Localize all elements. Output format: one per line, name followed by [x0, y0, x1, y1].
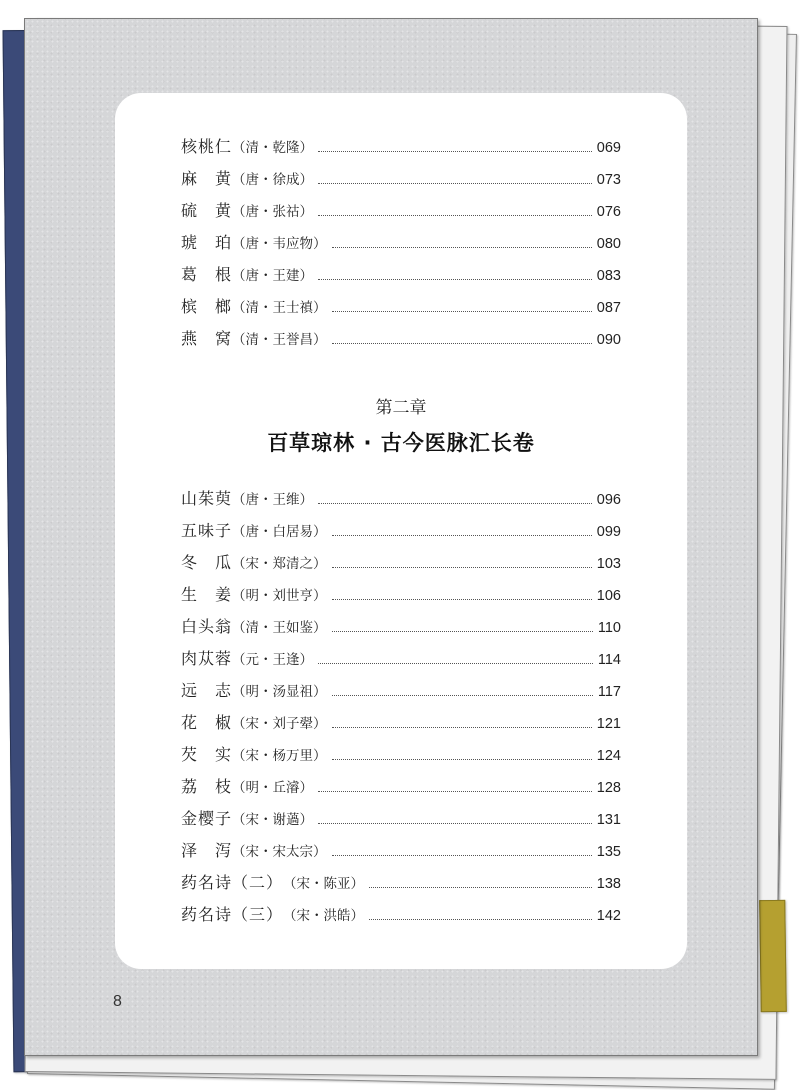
entry-page-number: 103 — [596, 556, 621, 572]
entry-author: （宋・刘子翚） — [232, 716, 327, 732]
dot-leader — [332, 694, 593, 696]
entry-author: （明・汤显祖） — [232, 684, 327, 700]
entry-author: （清・乾隆） — [232, 140, 314, 156]
entry-page-number: 142 — [596, 908, 621, 924]
toc-entry[interactable] — [181, 835, 621, 867]
toc-entry[interactable] — [181, 515, 621, 547]
entry-title: 麻 黄 — [181, 169, 233, 188]
dot-leader — [332, 630, 593, 632]
entry-page-number: 083 — [596, 268, 621, 284]
entry-author: （唐・王维） — [232, 492, 314, 508]
dot-leader — [369, 918, 592, 920]
entry-author: （宋・洪皓） — [283, 908, 365, 924]
entry-author: （宋・陈亚） — [283, 876, 365, 892]
toc-entry[interactable] — [181, 771, 621, 803]
toc-entry[interactable] — [181, 739, 621, 771]
dot-leader — [332, 566, 592, 568]
toc-entry[interactable] — [181, 483, 621, 515]
dot-leader — [332, 598, 592, 600]
entry-title: 远 志 — [181, 681, 233, 700]
dot-leader — [318, 790, 592, 792]
toc-entry[interactable] — [181, 323, 621, 355]
toc-entry[interactable] — [181, 227, 621, 259]
entry-page-number: 076 — [596, 204, 621, 220]
entry-page-number: 124 — [596, 748, 621, 764]
dot-leader — [369, 886, 592, 888]
toc-entry[interactable] — [181, 579, 621, 611]
dot-leader — [318, 662, 593, 664]
entry-author: （宋・宋太宗） — [232, 844, 327, 860]
book-page — [24, 18, 758, 1056]
entry-page-number: 131 — [596, 812, 621, 828]
toc-card — [115, 93, 687, 969]
entry-author: （元・王逢） — [232, 652, 314, 668]
entry-page-number: 090 — [596, 332, 621, 348]
entry-author: （明・丘濬） — [232, 780, 314, 796]
entry-page-number: 121 — [596, 716, 621, 732]
dot-leader — [318, 822, 592, 824]
dot-leader — [332, 310, 592, 312]
dot-leader — [332, 534, 592, 536]
toc-entry[interactable] — [181, 611, 621, 643]
toc-entry[interactable] — [181, 131, 621, 163]
entry-title: 五味子 — [181, 521, 233, 540]
dot-leader — [332, 342, 592, 344]
dot-leader — [318, 150, 592, 152]
dot-leader — [318, 182, 592, 184]
entry-title: 燕 窝 — [181, 329, 233, 348]
entry-page-number: 106 — [596, 588, 621, 604]
dot-leader — [318, 214, 592, 216]
entry-author: （唐・徐成） — [232, 172, 314, 188]
toc-entry[interactable] — [181, 643, 621, 675]
entry-title: 芡 实 — [181, 745, 233, 764]
entry-author: （清・王如鉴） — [232, 620, 327, 636]
toc-list-top — [181, 131, 621, 355]
entry-page-number: 073 — [596, 172, 621, 188]
entry-page-number: 080 — [596, 236, 621, 252]
entry-page-number: 128 — [596, 780, 621, 796]
entry-title: 槟 榔 — [181, 297, 233, 316]
toc-entry[interactable] — [181, 803, 621, 835]
entry-title: 山茱萸 — [181, 489, 233, 508]
entry-title: 泽 泻 — [181, 841, 233, 860]
chapter-title: 百草琼林 · 古今医脉汇长卷 — [267, 431, 535, 455]
page-number: 8 — [113, 993, 122, 1010]
entry-title: 荔 枝 — [181, 777, 233, 796]
entry-page-number: 099 — [596, 524, 621, 540]
entry-title: 金樱子 — [181, 809, 233, 828]
entry-author: （宋・谢薖） — [232, 812, 314, 828]
toc-list-bottom — [181, 483, 621, 931]
dot-leader — [332, 854, 592, 856]
entry-title: 花 椒 — [181, 713, 233, 732]
entry-page-number: 087 — [596, 300, 621, 316]
entry-title: 生 姜 — [181, 585, 233, 604]
dot-leader — [332, 758, 592, 760]
entry-title: 冬 瓜 — [181, 553, 233, 572]
entry-title: 白头翁 — [181, 617, 233, 636]
toc-entry[interactable] — [181, 259, 621, 291]
back-sheet-yellow — [759, 900, 787, 1012]
toc-entry[interactable] — [181, 291, 621, 323]
dot-leader — [318, 278, 592, 280]
entry-author: （唐・白居易） — [232, 524, 327, 540]
toc-entry[interactable] — [181, 675, 621, 707]
entry-author: （宋・郑清之） — [232, 556, 327, 572]
entry-title: 药名诗（二） — [181, 873, 284, 892]
toc-entry[interactable] — [181, 867, 621, 899]
entry-title: 核桃仁 — [181, 137, 233, 156]
entry-page-number: 110 — [597, 620, 621, 636]
entry-author: （明・刘世亨） — [232, 588, 327, 604]
entry-author: （清・王誉昌） — [232, 332, 327, 348]
toc-entry[interactable] — [181, 163, 621, 195]
entry-title: 琥 珀 — [181, 233, 233, 252]
dot-leader — [332, 246, 592, 248]
entry-page-number: 138 — [596, 876, 621, 892]
entry-author: （宋・杨万里） — [232, 748, 327, 764]
entry-author: （唐・张祜） — [232, 204, 314, 220]
toc-entry[interactable] — [181, 547, 621, 579]
entry-title: 葛 根 — [181, 265, 233, 284]
dot-leader — [318, 502, 592, 504]
toc-entry[interactable] — [181, 707, 621, 739]
dot-leader — [332, 726, 592, 728]
entry-author: （唐・王建） — [232, 268, 314, 284]
entry-title: 硫 黄 — [181, 201, 233, 220]
toc-entry[interactable] — [181, 899, 621, 931]
entry-author: （清・王士禛） — [232, 300, 327, 316]
toc-entry[interactable] — [181, 195, 621, 227]
entry-title: 肉苁蓉 — [181, 649, 233, 668]
chapter-number: 第二章 — [375, 398, 427, 418]
entry-page-number: 096 — [596, 492, 621, 508]
entry-page-number: 135 — [596, 844, 621, 860]
entry-page-number: 114 — [597, 652, 621, 668]
entry-title: 药名诗（三） — [181, 905, 284, 924]
entry-page-number: 069 — [596, 140, 621, 156]
entry-page-number: 117 — [597, 684, 621, 700]
entry-author: （唐・韦应物） — [232, 236, 327, 252]
